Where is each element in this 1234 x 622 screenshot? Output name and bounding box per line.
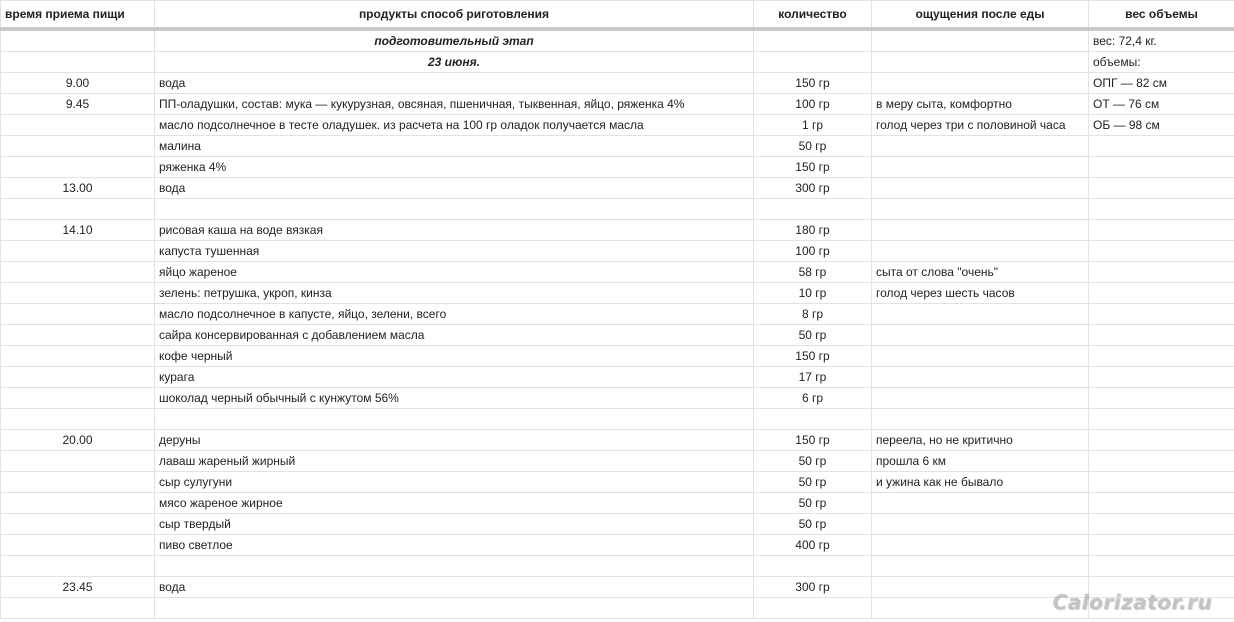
- table-row: [1, 535, 1234, 556]
- cell-time[interactable]: 13.00: [1, 178, 155, 199]
- cell-feelings[interactable]: [872, 556, 1089, 577]
- cell-feelings[interactable]: [872, 29, 1089, 52]
- cell-product[interactable]: 23 июня.: [155, 52, 754, 73]
- cell-feelings[interactable]: [872, 52, 1089, 73]
- cell-weight[interactable]: объемы:: [1089, 52, 1234, 73]
- cell-weight[interactable]: [1089, 220, 1234, 241]
- cell-feelings[interactable]: и ужина как не бывало: [872, 472, 1089, 493]
- cell-quantity[interactable]: 300 гр: [754, 178, 872, 199]
- cell-product[interactable]: яйцо жареное: [155, 262, 754, 283]
- cell-product[interactable]: пиво светлое: [155, 535, 754, 556]
- cell-quantity[interactable]: 100 гр: [754, 94, 872, 115]
- header-time[interactable]: время приема пищи: [1, 1, 155, 30]
- cell-quantity[interactable]: 1 гр: [754, 115, 872, 136]
- cell-feelings[interactable]: [872, 178, 1089, 199]
- cell-weight[interactable]: [1089, 472, 1234, 493]
- cell-feelings[interactable]: переела, но не критично: [872, 430, 1089, 451]
- table-row: [1, 73, 1234, 94]
- cell-quantity[interactable]: 50 гр: [754, 493, 872, 514]
- cell-quantity[interactable]: 150 гр: [754, 73, 872, 94]
- cell-feelings[interactable]: прошла 6 км: [872, 451, 1089, 472]
- cell-weight[interactable]: [1089, 136, 1234, 157]
- cell-weight[interactable]: [1089, 325, 1234, 346]
- cell-quantity[interactable]: [754, 52, 872, 73]
- cell-time[interactable]: 9.45: [1, 94, 155, 115]
- cell-feelings[interactable]: в меру сыта, комфортно: [872, 94, 1089, 115]
- cell-weight[interactable]: ОБ — 98 см: [1089, 115, 1234, 136]
- cell-product[interactable]: курага: [155, 367, 754, 388]
- table-row: [1, 29, 1234, 52]
- cell-time[interactable]: [1, 262, 155, 283]
- cell-time[interactable]: 9.00: [1, 73, 155, 94]
- cell-product[interactable]: [155, 409, 754, 430]
- header-quantity[interactable]: количество: [754, 1, 872, 30]
- cell-quantity[interactable]: 50 гр: [754, 472, 872, 493]
- cell-quantity[interactable]: 6 гр: [754, 388, 872, 409]
- cell-time[interactable]: [1, 115, 155, 136]
- cell-time[interactable]: [1, 346, 155, 367]
- cell-feelings[interactable]: [872, 535, 1089, 556]
- cell-feelings[interactable]: [872, 304, 1089, 325]
- cell-time[interactable]: [1, 556, 155, 577]
- cell-weight[interactable]: [1089, 262, 1234, 283]
- header-products[interactable]: продукты способ риготовления: [155, 1, 754, 30]
- cell-weight[interactable]: [1089, 241, 1234, 262]
- table-row: [1, 472, 1234, 493]
- table-row: [1, 52, 1234, 73]
- cell-feelings[interactable]: [872, 220, 1089, 241]
- cell-weight[interactable]: [1089, 556, 1234, 577]
- table-row: [1, 325, 1234, 346]
- table-row: [1, 493, 1234, 514]
- table-row: [1, 283, 1234, 304]
- table-row: [1, 430, 1234, 451]
- cell-quantity[interactable]: 150 гр: [754, 346, 872, 367]
- cell-weight[interactable]: вес: 72,4 кг.: [1089, 29, 1234, 52]
- cell-weight[interactable]: [1089, 409, 1234, 430]
- cell-product[interactable]: [155, 556, 754, 577]
- cell-product[interactable]: капуста тушенная: [155, 241, 754, 262]
- cell-quantity[interactable]: 50 гр: [754, 136, 872, 157]
- table-row: [1, 220, 1234, 241]
- table-row: [1, 598, 1234, 619]
- cell-product[interactable]: масло подсолнечное в капусте, яйцо, зелени, всего: [155, 304, 754, 325]
- cell-time[interactable]: [1, 241, 155, 262]
- cell-quantity[interactable]: 150 гр: [754, 157, 872, 178]
- table-row: [1, 304, 1234, 325]
- cell-time[interactable]: [1, 388, 155, 409]
- cell-product[interactable]: шоколад черный обычный с кунжутом 56%: [155, 388, 754, 409]
- table-row: [1, 577, 1234, 598]
- cell-feelings[interactable]: [872, 241, 1089, 262]
- cell-time[interactable]: [1, 535, 155, 556]
- table-row: [1, 115, 1234, 136]
- header-weight[interactable]: вес объемы: [1089, 1, 1234, 30]
- cell-time[interactable]: [1, 367, 155, 388]
- table-row: [1, 199, 1234, 220]
- cell-weight[interactable]: [1089, 283, 1234, 304]
- cell-time[interactable]: [1, 283, 155, 304]
- cell-product[interactable]: деруны: [155, 430, 754, 451]
- cell-product[interactable]: масло подсолнечное в тесте оладушек. из расчета на 100 гр оладок получается масла: [155, 115, 754, 136]
- cell-time[interactable]: [1, 304, 155, 325]
- cell-feelings[interactable]: [872, 73, 1089, 94]
- cell-weight[interactable]: [1089, 346, 1234, 367]
- cell-time[interactable]: [1, 514, 155, 535]
- cell-time[interactable]: [1, 493, 155, 514]
- cell-quantity[interactable]: 100 гр: [754, 241, 872, 262]
- cell-product[interactable]: сыр твердый: [155, 514, 754, 535]
- cell-feelings[interactable]: [872, 157, 1089, 178]
- table-row: [1, 178, 1234, 199]
- cell-quantity[interactable]: 8 гр: [754, 304, 872, 325]
- cell-quantity[interactable]: [754, 556, 872, 577]
- cell-product[interactable]: сайра консервированная с добавлением масла: [155, 325, 754, 346]
- cell-feelings[interactable]: сыта от слова "очень": [872, 262, 1089, 283]
- table-row: [1, 514, 1234, 535]
- cell-product[interactable]: лаваш жареный жирный: [155, 451, 754, 472]
- cell-quantity[interactable]: 50 гр: [754, 514, 872, 535]
- cell-product[interactable]: кофе черный: [155, 346, 754, 367]
- table-row: [1, 136, 1234, 157]
- cell-quantity[interactable]: 180 гр: [754, 220, 872, 241]
- cell-feelings[interactable]: [872, 388, 1089, 409]
- cell-time[interactable]: [1, 325, 155, 346]
- cell-weight[interactable]: [1089, 388, 1234, 409]
- cell-feelings[interactable]: голод через шесть часов: [872, 283, 1089, 304]
- cell-feelings[interactable]: голод через три с половиной часа: [872, 115, 1089, 136]
- cell-product[interactable]: вода: [155, 73, 754, 94]
- cell-product[interactable]: сыр сулугуни: [155, 472, 754, 493]
- cell-feelings[interactable]: [872, 493, 1089, 514]
- cell-time[interactable]: 20.00: [1, 430, 155, 451]
- cell-weight[interactable]: [1089, 535, 1234, 556]
- cell-feelings[interactable]: [872, 367, 1089, 388]
- header-feelings[interactable]: ощущения после еды: [872, 1, 1089, 30]
- cell-weight[interactable]: [1089, 157, 1234, 178]
- cell-product[interactable]: зелень: петрушка, укроп, кинза: [155, 283, 754, 304]
- cell-weight[interactable]: [1089, 493, 1234, 514]
- cell-product[interactable]: рисовая каша на воде вязкая: [155, 220, 754, 241]
- cell-product[interactable]: вода: [155, 577, 754, 598]
- cell-product[interactable]: вода: [155, 178, 754, 199]
- cell-time[interactable]: [1, 472, 155, 493]
- cell-weight[interactable]: ОПГ — 82 см: [1089, 73, 1234, 94]
- cell-quantity[interactable]: [754, 29, 872, 52]
- table-row: [1, 409, 1234, 430]
- cell-time[interactable]: [1, 598, 155, 619]
- cell-quantity[interactable]: 50 гр: [754, 451, 872, 472]
- cell-weight[interactable]: [1089, 514, 1234, 535]
- cell-quantity[interactable]: 17 гр: [754, 367, 872, 388]
- cell-product[interactable]: мясо жареное жирное: [155, 493, 754, 514]
- watermark-logo: Calorizator.ru: [1052, 590, 1212, 614]
- cell-product[interactable]: малина: [155, 136, 754, 157]
- cell-product[interactable]: [155, 598, 754, 619]
- cell-weight[interactable]: [1089, 199, 1234, 220]
- cell-time[interactable]: [1, 52, 155, 73]
- cell-product[interactable]: подготовительный этап: [155, 29, 754, 52]
- cell-product[interactable]: ряженка 4%: [155, 157, 754, 178]
- table-row: [1, 94, 1234, 115]
- cell-feelings[interactable]: [872, 325, 1089, 346]
- cell-weight[interactable]: [1089, 178, 1234, 199]
- cell-weight[interactable]: [1089, 367, 1234, 388]
- cell-time[interactable]: [1, 29, 155, 52]
- header-row: [1, 1, 1234, 30]
- cell-time[interactable]: [1, 451, 155, 472]
- table-row: [1, 241, 1234, 262]
- cell-weight[interactable]: [1089, 451, 1234, 472]
- cell-quantity[interactable]: [754, 409, 872, 430]
- table-row: [1, 556, 1234, 577]
- cell-quantity[interactable]: 10 гр: [754, 283, 872, 304]
- cell-time[interactable]: [1, 136, 155, 157]
- cell-feelings[interactable]: [872, 199, 1089, 220]
- table-row: [1, 262, 1234, 283]
- cell-quantity[interactable]: 300 гр: [754, 577, 872, 598]
- table-row: [1, 346, 1234, 367]
- cell-time[interactable]: [1, 409, 155, 430]
- cell-weight[interactable]: [1089, 304, 1234, 325]
- cell-feelings[interactable]: [872, 136, 1089, 157]
- table-row: [1, 157, 1234, 178]
- cell-quantity[interactable]: [754, 199, 872, 220]
- cell-feelings[interactable]: [872, 514, 1089, 535]
- cell-product[interactable]: [155, 199, 754, 220]
- cell-time[interactable]: 23.45: [1, 577, 155, 598]
- cell-time[interactable]: [1, 157, 155, 178]
- cell-weight[interactable]: ОТ — 76 см: [1089, 94, 1234, 115]
- cell-quantity[interactable]: 58 гр: [754, 262, 872, 283]
- table-row: [1, 367, 1234, 388]
- cell-weight[interactable]: [1089, 430, 1234, 451]
- cell-product[interactable]: ПП-оладушки, состав: мука — кукурузная, овсяная, пшеничная, тыквенная, яйцо, ряженка 4%: [155, 94, 754, 115]
- cell-quantity[interactable]: [754, 598, 872, 619]
- cell-quantity[interactable]: 50 гр: [754, 325, 872, 346]
- cell-time[interactable]: 14.10: [1, 220, 155, 241]
- cell-quantity[interactable]: 150 гр: [754, 430, 872, 451]
- cell-quantity[interactable]: 400 гр: [754, 535, 872, 556]
- table-row: [1, 388, 1234, 409]
- cell-feelings[interactable]: [872, 346, 1089, 367]
- table-row: [1, 451, 1234, 472]
- cell-time[interactable]: [1, 199, 155, 220]
- cell-feelings[interactable]: [872, 409, 1089, 430]
